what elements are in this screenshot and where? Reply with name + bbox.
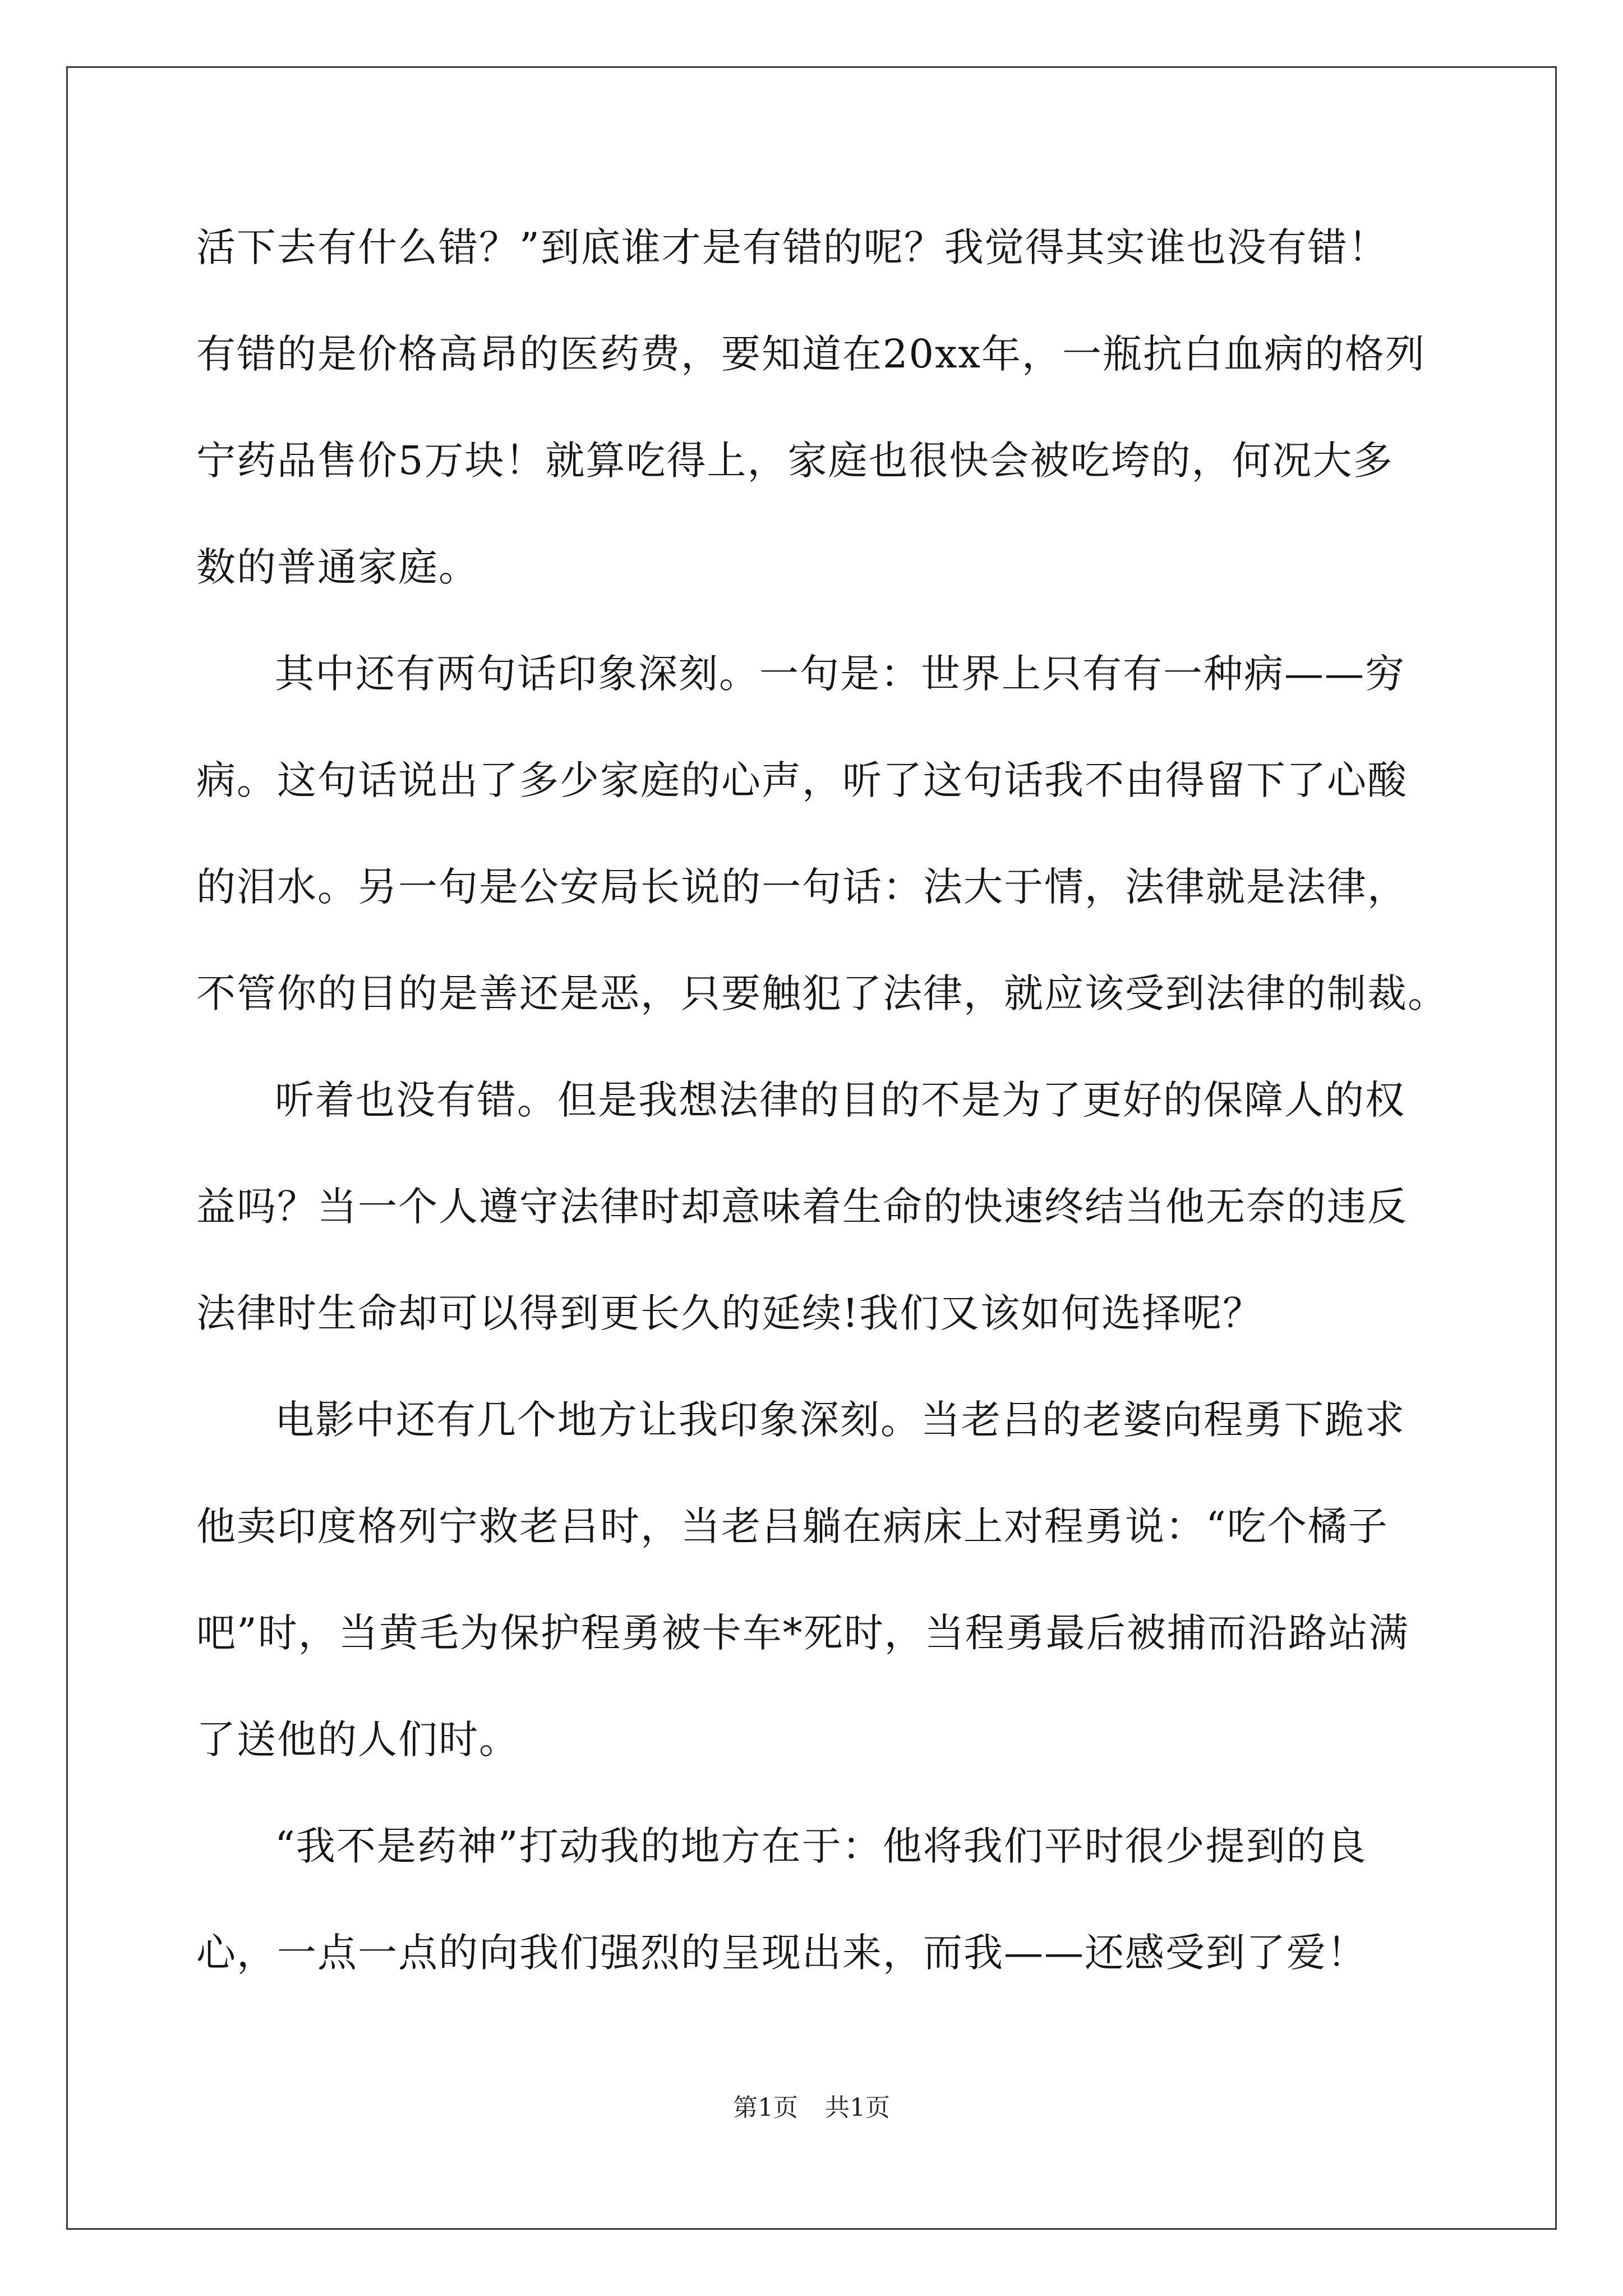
text-line: 吧”时，当黄毛为保护程勇被卡车*死时，当程勇最后被捕而沿路站满 xyxy=(196,1610,1409,1656)
page-total: 共1页 xyxy=(825,2093,890,2122)
text-line: 其中还有两句话印象深刻。一句是：世界上只有有一种病——穷 xyxy=(275,651,1405,697)
text-line: 宁药品售价5万块！就算吃得上，家庭也很快会被吃垮的，何况大多 xyxy=(196,438,1394,484)
text-line: 心，一点一点的向我们强烈的呈现出来，而我——还感受到了爱！ xyxy=(196,1930,1367,1976)
text-line: 听着也没有错。但是我想法律的目的不是为了更好的保障人的权 xyxy=(275,1077,1405,1123)
text-line: 的泪水。另一句是公安局长说的一句话：法大于情，法律就是法律， xyxy=(196,864,1408,910)
document-body xyxy=(196,194,1448,2006)
text-line: “我不是药神”打动我的地方在于：他将我们平时很少提到的良 xyxy=(275,1823,1367,1869)
text-line: 有错的是价格高昂的医药费，要知道在20xx年，一瓶抗白血病的格列 xyxy=(196,331,1426,377)
text-line: 了送他的人们时。 xyxy=(196,1717,519,1763)
page-number: 第1页 xyxy=(733,2093,798,2122)
text-line: 活下去有什么错？”到底谁才是有错的呢？我觉得其实谁也没有错！ xyxy=(196,224,1389,270)
page-footer xyxy=(0,2091,1623,2125)
text-line: 电影中还有几个地方让我印象深刻。当老吕的老婆向程勇下跪求 xyxy=(275,1397,1405,1443)
text-line: 不管你的目的是善还是恶，只要触犯了法律，就应该受到法律的制裁。 xyxy=(196,970,1448,1016)
text-line: 数的普通家庭。 xyxy=(196,544,479,590)
text-line: 法律时生命却可以得到更长久的延续!我们又该如何选择呢？ xyxy=(196,1290,1264,1336)
text-line: 病。这句话说出了多少家庭的心声，听了这句话我不由得留下了心酸 xyxy=(196,757,1408,803)
text-line: 益吗？当一个人遵守法律时却意味着生命的快速终结当他无奈的违反 xyxy=(196,1184,1408,1230)
text-line: 他卖印度格列宁救老吕时，当老吕躺在病床上对程勇说：“吃个橘子 xyxy=(196,1503,1389,1549)
